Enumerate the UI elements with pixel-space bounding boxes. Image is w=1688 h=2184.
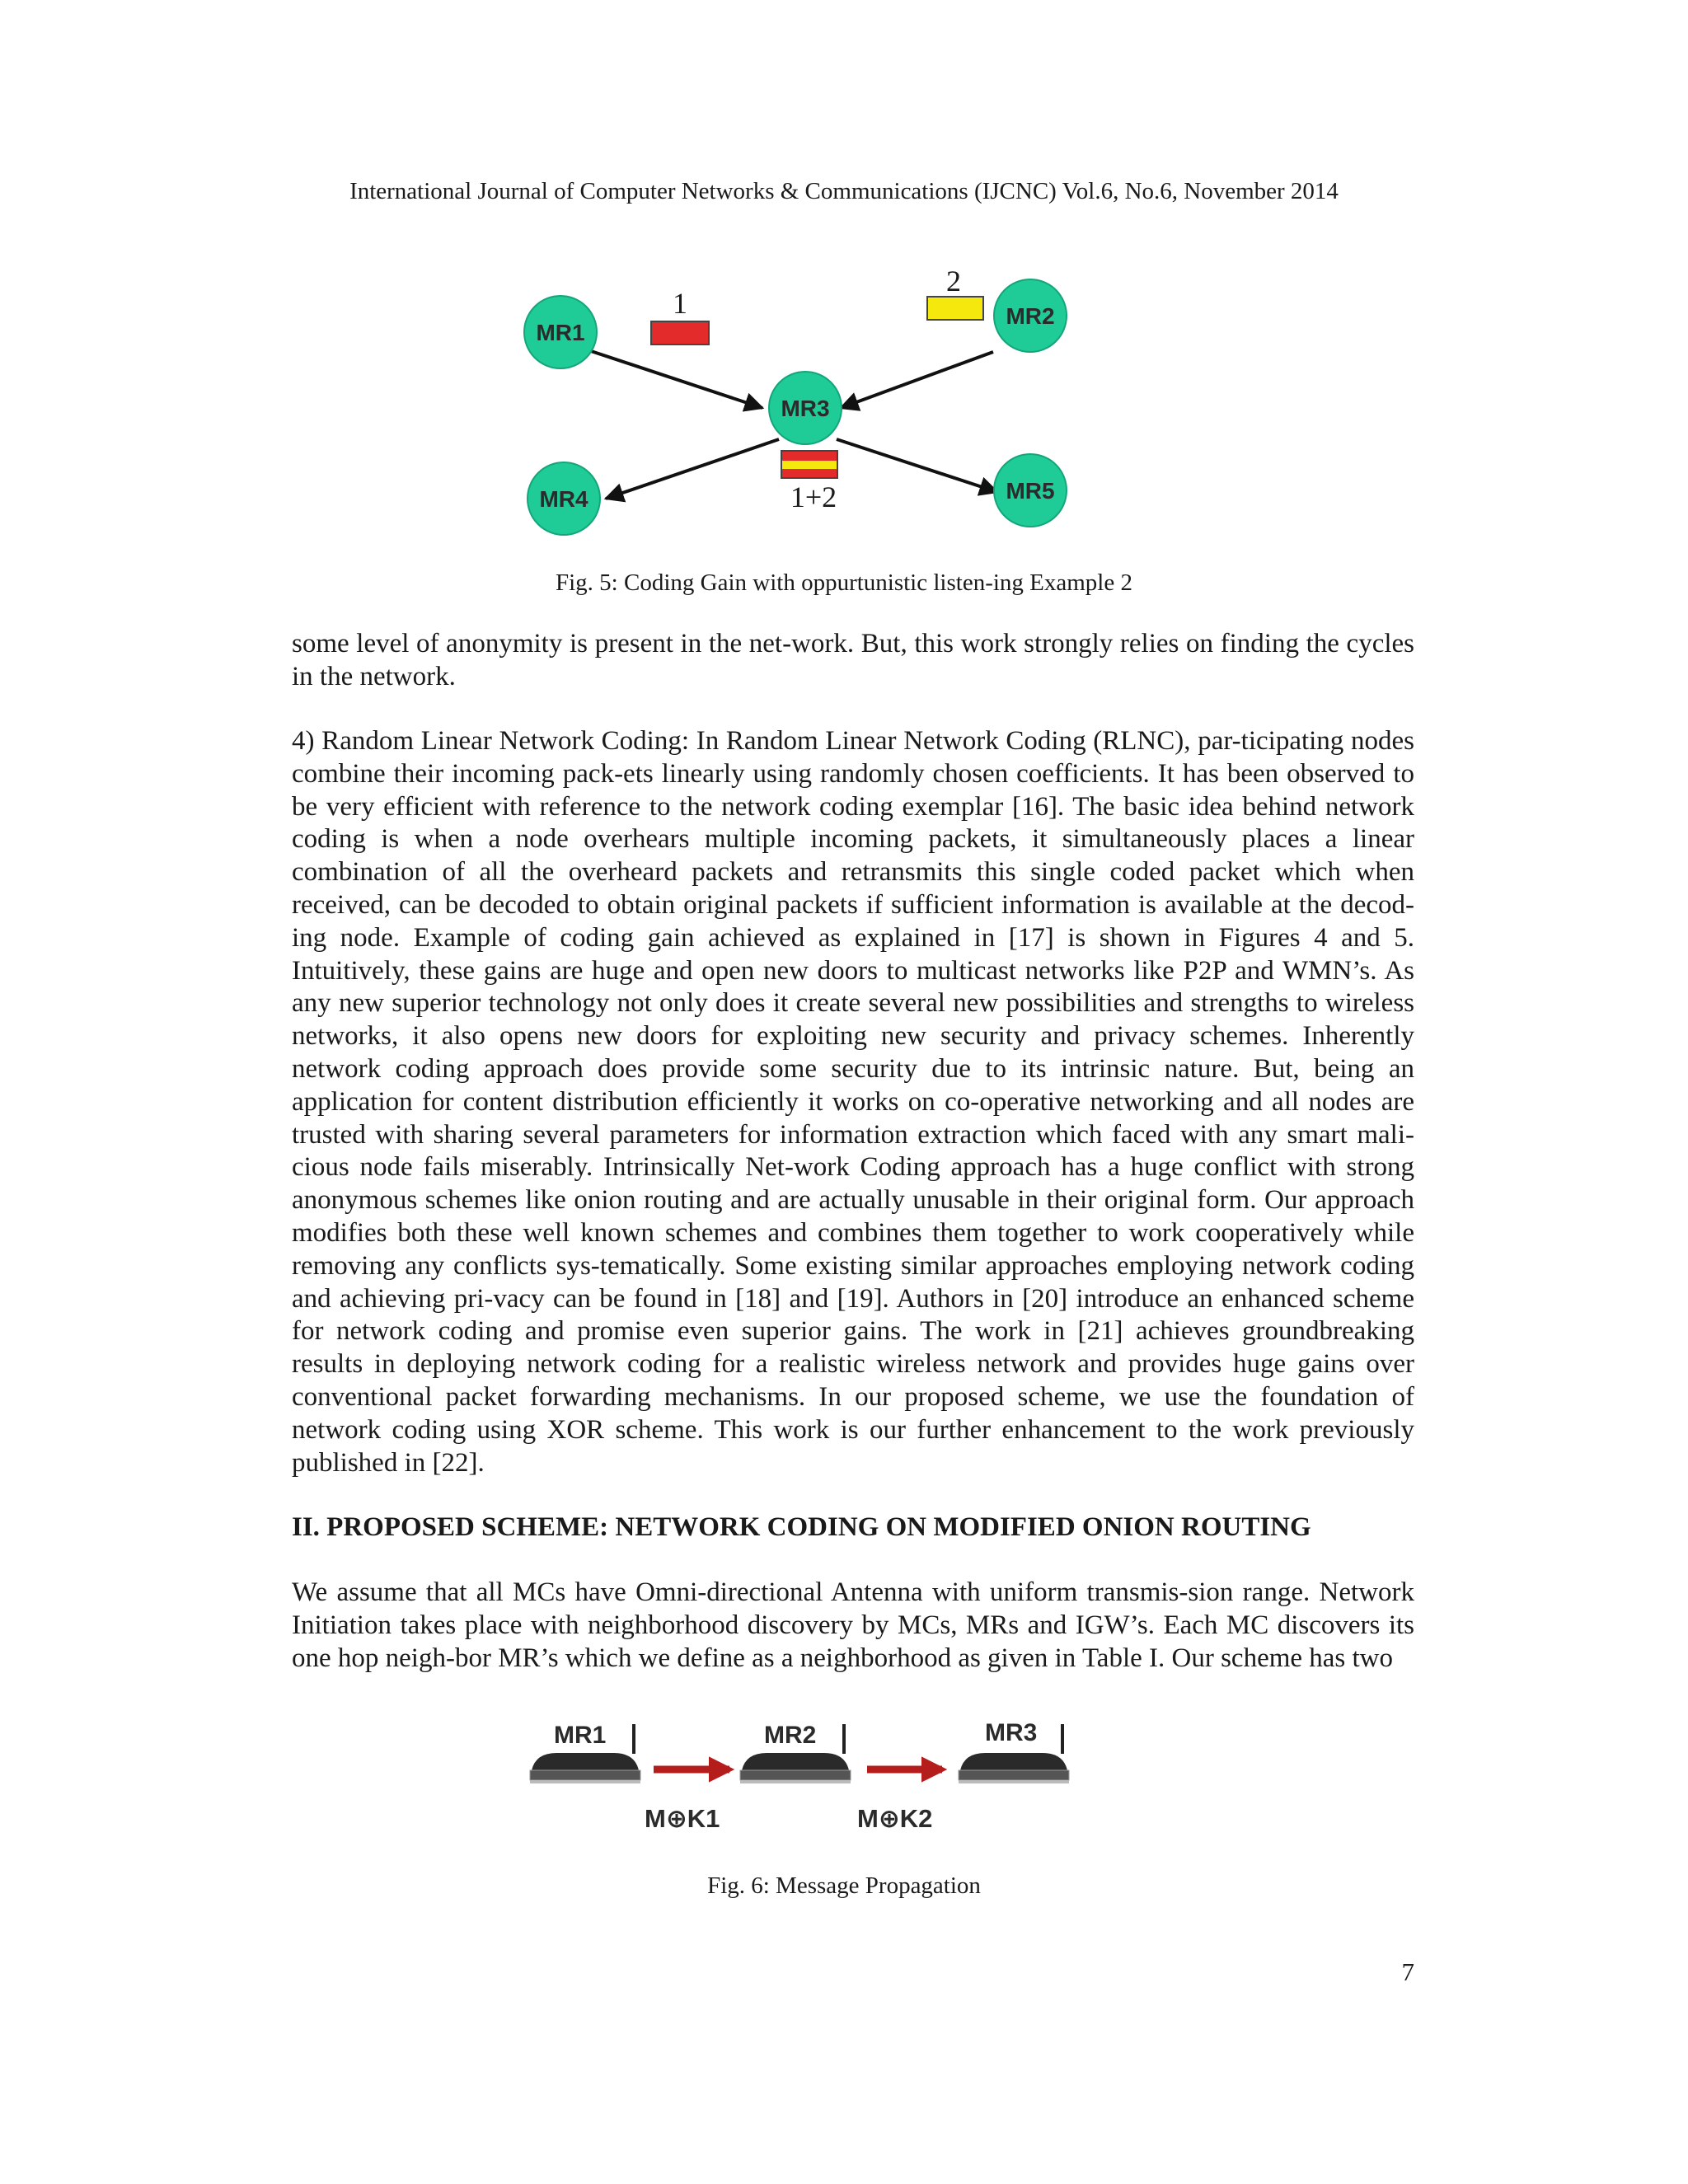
packet-1 [651,321,709,344]
edge-mr3-mr4 [606,439,779,499]
svg-text:MR1: MR1 [536,320,585,345]
paragraph-3: We assume that all MCs have Omni-directional Antenna with uniform transmis-sion range. Network Initiation takes place with neighborhood discovery by MCs, MRs and IGW’s. Each MC discovers its one hop neigh-bor MR’s which we define as a neighborhood as given in Table I. Our scheme has two [292,1577,1414,1673]
svg-text:MR2: MR2 [764,1722,817,1749]
section-heading: II. PROPOSED SCHEME: NETWORK CODING ON MODIFIED ONION ROUTING [292,1512,1311,1542]
node-mr2 [994,279,1067,352]
edge-label-2: M⊕K2 [857,1804,933,1833]
node-mr5 [994,454,1067,527]
router-mr2 [740,1722,851,1783]
node-mr3 [769,372,842,444]
journal-header: International Journal of Computer Networks & Communications (IJCNC) Vol.6, No.6, November 2014 [349,178,1339,204]
edge-mr1-mr3 [584,349,762,408]
svg-text:MR1: MR1 [554,1722,607,1749]
edge-mr2-mr3 [841,352,993,408]
packet-combined [781,451,837,478]
router-mr3 [959,1719,1069,1783]
paragraph-2: 4) Random Linear Network Coding: In Random Linear Network Coding (RLNC), par-ticipating nodes combine their incoming pack-ets linearly using randomly chosen coefficients. It has been observed to be very efficient with reference to the network coding exemplar [16]. The basic idea behind network coding is when a node overhears multiple incoming packets, it simultaneously places a linear combination of all the overheard packets and retransmits this single coded packet which when received, can be decoded to obtain original packets if sufficient information is available at the decod-ing node. Example of coding gain achieved as explained in [17] is shown in Figures 4 and 5. Intuitively, these gains are huge and open new doors to multicast networks like P2P and WMN’s. As any new superior technology not only does it create several new possibilities and strengths to wireless networks, it also opens new doors for exploiting new security and privacy schemes. Inherently network coding approach does provide some security due to its intrinsic nature. But, being an application for content distribution efficiently it works on co-operative networking and all nodes are trusted with sharing several parameters for information extraction which faced with any smart mali-cious node fails miserably. Intrinsically Net-work Coding approach has a huge conflict with strong anonymous schemes like onion routing and are actually unusable in their original form. Our approach modifies both these well known schemes and combines them together to work cooperatively while removing any conflicts sys-tematically. Some existing similar approaches employing network coding and achieving pri-vacy can be found in [18] and [19]. Authors in [20] introduce an enhanced scheme for network coding and promise even superior gains. The work in [21] achieves groundbreaking results in deploying network coding for a realistic wireless network and provides huge gains over conventional packet forwarding mechanisms. In our proposed scheme, we use the foundation of network coding using XOR scheme. This work is our further enhancement to the work previously published in [22]. [292,726,1414,1478]
edge-mr3-mr5 [837,439,997,492]
svg-text:MR3: MR3 [781,396,830,421]
figure-6-caption: Fig. 6: Message Propagation [707,1872,981,1899]
packet-combined-label: 1+2 [790,480,837,513]
svg-text:MR2: MR2 [1006,303,1055,329]
packet-2 [927,297,983,320]
figure-5-caption: Fig. 5: Coding Gain with oppurtunistic listen-ing Example 2 [556,569,1132,596]
paragraph-1: some level of anonymity is present in the net-work. But, this work strongly relies on finding the cycles in the network. [292,629,1414,691]
svg-text:MR4: MR4 [539,486,588,512]
packet-1-label: 1 [673,287,687,320]
node-mr1 [524,296,597,368]
edge-label-1: M⊕K1 [645,1804,720,1833]
page-number: 7 [1401,1957,1414,1986]
router-mr1 [530,1722,640,1783]
node-mr4 [528,462,600,535]
svg-text:MR3: MR3 [985,1719,1038,1746]
figure-5-diagram [511,260,1088,544]
packet-2-label: 2 [946,265,961,298]
svg-text:MR5: MR5 [1006,478,1055,504]
figure-6-diagram [519,1716,1096,1844]
